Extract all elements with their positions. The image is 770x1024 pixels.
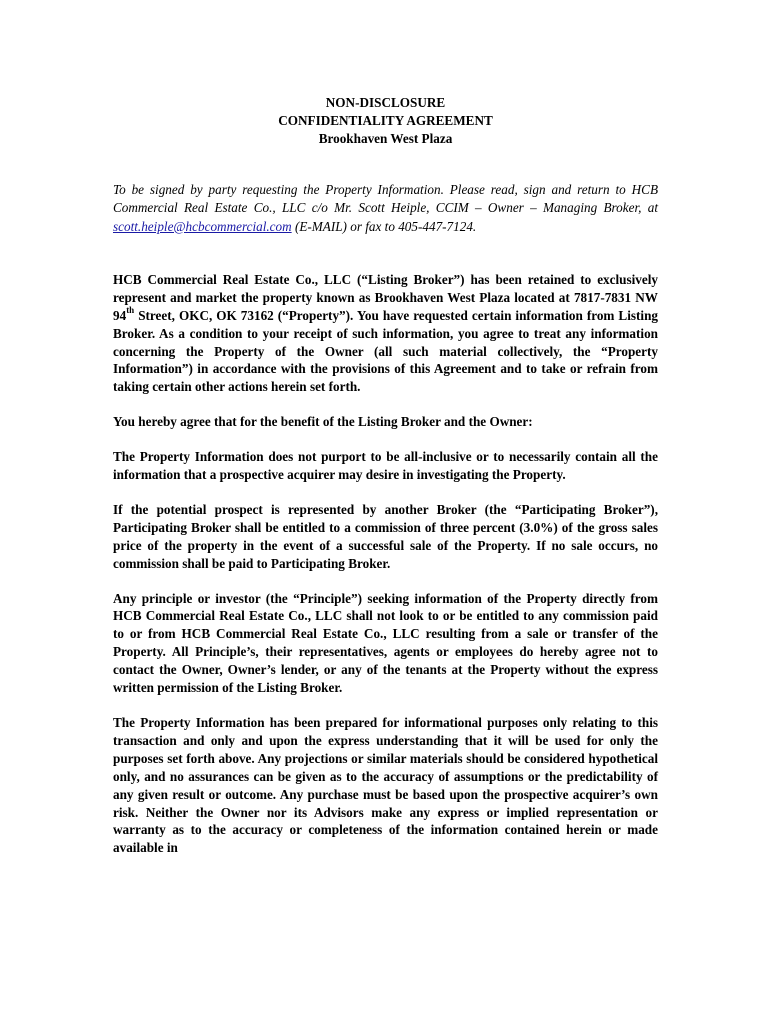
paragraph-participating-broker: If the potential prospect is represented by another Broker (the “Participating Broker”), Participating Broker shall be entitled to a commission of three percent (3.0%) of the gross sales price of the property in the event of a successful sale of the Property. If no sale occurs, no commission shall be paid to Participating Broker. xyxy=(113,501,658,571)
paragraph-informational-purposes: The Property Information has been prepared for informational purposes only relating to this transaction and only and upon the express understanding that it will be used for only the purposes set forth above. Any projections or similar materials should be considered hypothetical only, and no assurances can be given as to the accuracy of assumptions or the predictability of any given result or outcome. Any purchase must be based upon the prospective acquirer’s own risk. Neither the Owner nor its Advisors make any express or implied representation or warranty as to the accuracy or completeness of the information contained herein or made available in xyxy=(113,715,658,856)
instructions-text-end: (E-MAIL) or fax to 405-447-7124. xyxy=(291,218,477,234)
intro-superscript: th xyxy=(126,305,135,316)
document-title xyxy=(113,94,658,148)
intro-text-part2: Street, OKC, OK 73162 (“Property”). You have requested certain information from Listing Broker. As a condition to your receipt of such information, you agree to treat any information concerning the Property of the Owner (all such material collectively, the “Property Information”) in accordance with the provisions of this Agreement and to take or refrain from taking certain other actions herein set forth. xyxy=(113,307,658,395)
email-link[interactable]: scott.heiple@hcbcommercial.com xyxy=(113,218,292,234)
title-line-1: NON-DISCLOSURE xyxy=(325,95,446,110)
title-line-2: CONFIDENTIALITY AGREEMENT xyxy=(278,113,493,128)
title-line-3: Brookhaven West Plaza xyxy=(318,131,453,146)
signing-instructions xyxy=(113,181,658,236)
intro-text-part1: HCB Commercial Real Estate Co., LLC (“Listing Broker”) has been retained to exclusively represent and market the property known as Brookhaven West Plaza located at 7817-7831 NW 94 xyxy=(113,271,658,323)
document-page xyxy=(113,94,658,857)
paragraph-principle: Any principle or investor (the “Principle”) seeking information of the Property directly from HCB Commercial Real Estate Co., LLC shall not look to or be entitled to any commission paid to or from HCB Commercial Real Estate Co., LLC resulting from a sale or transfer of the Property. All Principle’s, their representatives, agents or employees do hereby agree not to contact the Owner, Owner’s lender, or any of the tenants at the Property without the express written permission of the Listing Broker. xyxy=(113,590,658,696)
paragraph-property-information: The Property Information does not purport to be all-inclusive or to necessarily contain all the information that a prospective acquirer may desire in investigating the Property. xyxy=(113,449,658,483)
intro-paragraph xyxy=(113,271,658,396)
instructions-text-start: To be signed by party requesting the Property Information. Please read, sign and return to HCB Commercial Real Estate Co., LLC c/o Mr. Scott Heiple, CCIM – Owner – Managing Broker, at xyxy=(113,182,658,216)
agreement-statement: You hereby agree that for the benefit of the Listing Broker and the Owner: xyxy=(113,414,533,430)
